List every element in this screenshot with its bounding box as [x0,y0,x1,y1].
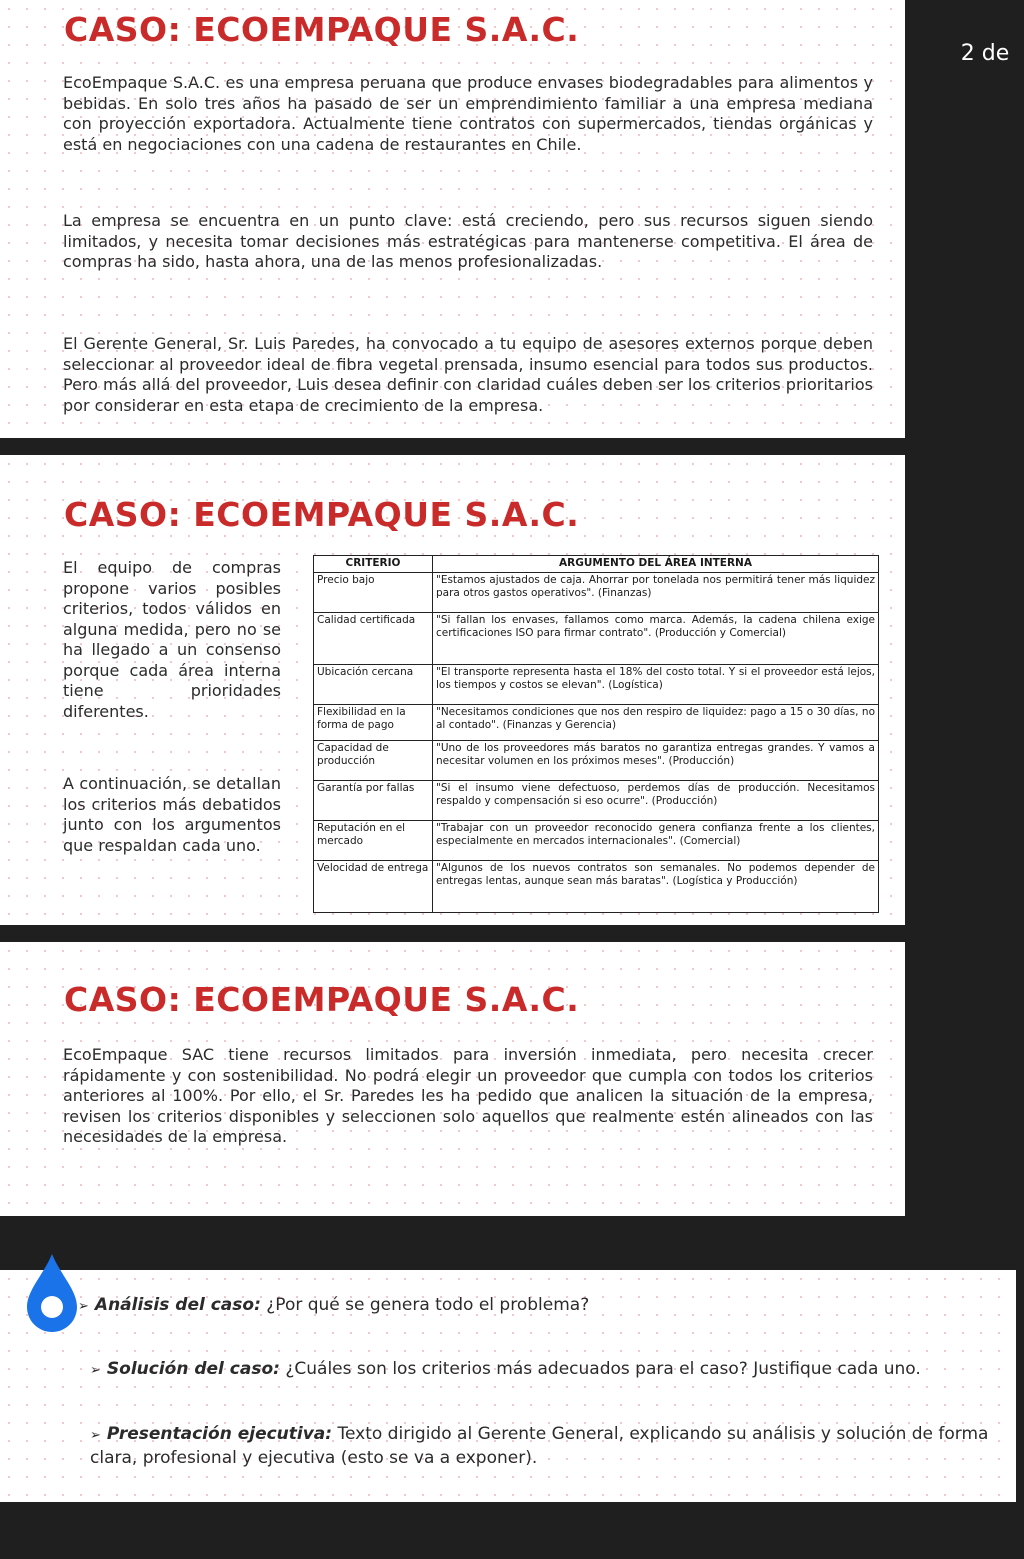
criterio-cell: Ubicación cercana [314,664,433,704]
argumento-cell: "Si fallan los envases, fallamos como marca. Además, la cadena chilena exige certificaciones ISO para firmar contrato". (Producción y Comercial) [433,612,879,664]
criterio-cell: Flexibilidad en la forma de pago [314,704,433,740]
argumento-cell: "Algunos de los nuevos contratos son semanales. No podemos depender de entregas lentas, aunque sean más baratas". (Logística y Producción) [433,860,879,912]
slide-1 [0,0,905,438]
slide-2-intro: El equipo de compras propone varios posibles criterios, todos válidos en alguna medida, pero no se ha llegado a un consenso porque cada área interna tiene prioridades diferentes. [63,558,281,721]
table-row [314,612,879,664]
slide-1-title: CASO: ECOEMPAQUE S.A.C. [64,10,580,49]
task-label: Solución del caso: [106,1359,280,1379]
drop-icon[interactable] [24,1252,80,1334]
table-row [314,572,879,612]
argumento-cell: "El transporte representa hasta el 18% del costo total. Y si el proveedor está lejos, los tiempos y costos se elevan". (Logística) [433,664,879,704]
slide-1-paragraph-3: El Gerente General, Sr. Luis Paredes, ha convocado a tu equipo de asesores externos porque deben seleccionar al proveedor ideal de fibra vegetal prensada, insumo esencial para todos sus productos. Pero más allá del proveedor, Luis desea definir con claridad cuáles deben ser los criterios prioritarios por considerar en esta etapa de crecimiento de la empresa. [63,334,873,415]
criterio-cell: Capacidad de producción [314,740,433,780]
task-text: ¿Cuáles son los criterios más adecuados para el caso? Justifique cada uno. [279,1359,921,1379]
table-row [314,664,879,704]
argumento-cell: "Uno de los proveedores más baratos no garantiza entregas grandes. Y vamos a necesitar volumen en los próximos meses". (Producción) [433,740,879,780]
criterio-cell: Velocidad de entrega [314,860,433,912]
criterio-cell: Garantía por fallas [314,780,433,820]
task-text: Texto dirigido al Gerente General, explicando su análisis y solución de forma clara, profesional y ejecutiva (esto se va a exponer). [90,1424,989,1468]
tasks-panel [0,1270,1016,1502]
task-text: ¿Por qué se genera todo el problema? [260,1295,590,1315]
slide-3-paragraph: EcoEmpaque SAC tiene recursos limitados para inversión inmediata, pero necesita crecer rápidamente y con sostenibilidad. No podrá elegir un proveedor que cumpla con todos los criterios anteriores al 100%. Por ello, el Sr. Paredes les ha pedido que analicen la situación de la empresa, revisen los criterios disponibles y seleccionen solo aquellos que realmente estén alineados con las necesidades de la empresa. [63,1045,873,1146]
slide-1-paragraph-1: EcoEmpaque S.A.C. es una empresa peruana que produce envases biodegradables para alimentos y bebidas. En solo tres años ha pasado de ser un emprendimiento familiar a una empresa mediana con proyección exportadora. Actualmente tiene contratos con supermercados, tiendas orgánicas y está en negociaciones con una cadena de restaurantes en Chile. [63,73,873,154]
table-row [314,740,879,780]
table-row [314,780,879,820]
argumento-cell: "Necesitamos condiciones que nos den respiro de liquidez: pago a 15 o 30 días, no al contado". (Finanzas y Gerencia) [433,704,879,740]
task-solucion [90,1358,1005,1382]
criterio-cell: Calidad certificada [314,612,433,664]
table-row [314,860,879,912]
argumento-cell: "Estamos ajustados de caja. Ahorrar por tonelada nos permitirá tener más liquidez para otros gastos operativos". (Finanzas) [433,572,879,612]
task-label: Presentación ejecutiva: [106,1424,333,1444]
table-header-argumento: ARGUMENTO DEL ÁREA INTERNA [433,556,879,573]
task-presentacion [90,1423,1005,1470]
arrow-bullet-icon: ➢ [90,1428,101,1443]
table-header-row [314,556,879,573]
criterio-cell: Reputación en el mercado [314,820,433,860]
slide-3-title: CASO: ECOEMPAQUE S.A.C. [64,980,580,1019]
slide-3 [0,942,905,1216]
slide-1-paragraph-2: La empresa se encuentra en un punto clave: está creciendo, pero sus recursos siguen siendo limitados, y necesita tomar decisiones más estratégicas para mantenerse competitiva. El área de compras ha sido, hasta ahora, una de las menos profesionalizadas. [63,211,873,271]
table-header-criterio: CRITERIO [314,556,433,573]
arrow-bullet-icon: ➢ [78,1299,89,1314]
task-analisis [78,1294,993,1318]
slide-2-title: CASO: ECOEMPAQUE S.A.C. [64,495,580,534]
argumento-cell: "Trabajar con un proveedor reconocido genera confianza frente a los clientes, especialmente en mercados internacionales". (Comercial) [433,820,879,860]
argumento-cell: "Si el insumo viene defectuoso, perdemos días de producción. Necesitamos respaldo y compensación si eso ocurre". (Producción) [433,780,879,820]
table-row [314,820,879,860]
page-indicator: 2 de [946,28,1024,78]
arrow-bullet-icon: ➢ [90,1363,101,1378]
slide-2-intro-2: A continuación, se detallan los criterios más debatidos junto con los argumentos que respaldan cada uno. [63,774,281,855]
criteria-table [313,555,879,913]
table-row [314,704,879,740]
task-label: Análisis del caso: [94,1295,261,1315]
criterio-cell: Precio bajo [314,572,433,612]
